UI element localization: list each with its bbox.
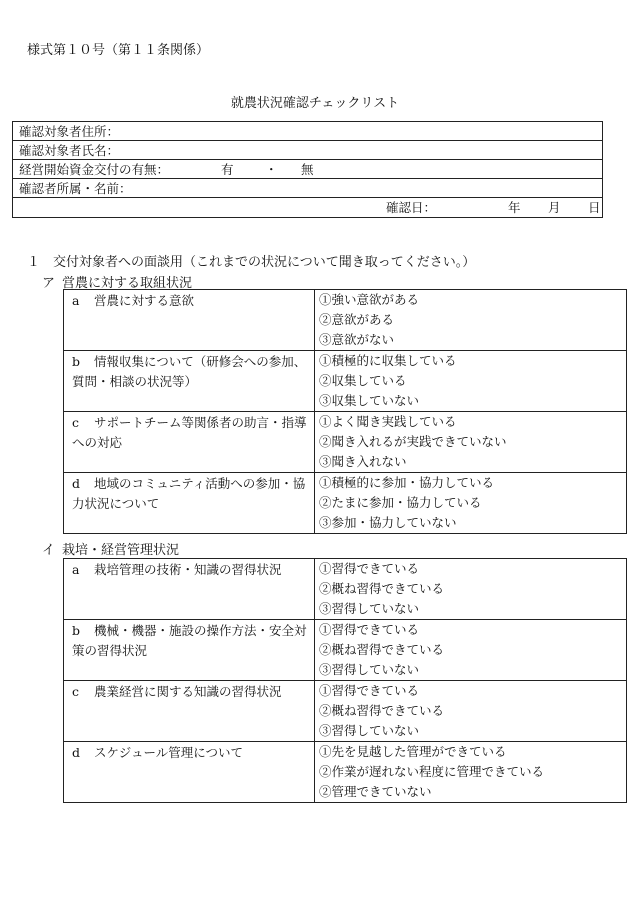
option[interactable]: ①積極的に収集している — [319, 353, 457, 368]
affiliation-label: 確認者所属・名前： — [19, 181, 132, 196]
option[interactable]: ③習得していない — [319, 723, 420, 738]
date-month: 月 — [548, 200, 561, 215]
fund-label: 経営開始資金交付の有無： — [19, 162, 170, 177]
affiliation-row — [13, 179, 602, 198]
confirmation-info-box — [12, 121, 603, 218]
item-text: 営農に対する意欲 — [94, 293, 195, 308]
options-cell — [315, 290, 627, 351]
item-cell — [64, 681, 315, 742]
subsection-a-title: 営農に対する取組状況 — [62, 276, 193, 291]
item-text: サポートチーム等関係者の助言・指導への対応 — [72, 415, 307, 450]
option[interactable]: ③習得していない — [319, 601, 420, 616]
table-row — [64, 681, 627, 742]
name-label: 確認対象者氏名： — [19, 143, 120, 158]
option[interactable]: ①よく聞き実践している — [319, 414, 457, 429]
item-text: スケジュール管理について — [94, 745, 244, 760]
item-cell — [64, 742, 315, 803]
checklist-table-a — [63, 289, 627, 534]
address-row — [13, 122, 602, 141]
option[interactable]: ①強い意欲がある — [319, 292, 420, 307]
option[interactable]: ②たまに参加・協力している — [319, 495, 482, 510]
item-letter: b — [72, 354, 81, 369]
table-row — [64, 473, 627, 534]
option[interactable]: ①習得できている — [319, 622, 420, 637]
section-1-heading: １ 交付対象者への面談用（これまでの状況について聞き取ってください。） — [27, 255, 476, 270]
table-row — [64, 290, 627, 351]
table-row — [64, 742, 627, 803]
item-cell — [64, 351, 315, 412]
date-label: 確認日： — [386, 200, 437, 215]
subsection-b-kana: イ — [42, 543, 56, 558]
date-year: 年 — [508, 200, 521, 215]
table-row — [64, 351, 627, 412]
fund-separator: ・ — [265, 162, 278, 177]
option[interactable]: ②作業が遅れない程度に管理できている — [319, 764, 545, 779]
item-letter: c — [72, 684, 80, 699]
option[interactable]: ③参加・協力していない — [319, 515, 457, 530]
item-cell — [64, 290, 315, 351]
fund-no-option[interactable]: 無 — [301, 162, 314, 177]
name-row — [13, 141, 602, 160]
page-title: 就農状況確認チェックリスト — [230, 96, 400, 111]
item-letter: a — [72, 562, 80, 577]
option[interactable]: ②概ね習得できている — [319, 642, 445, 657]
date-row — [13, 198, 602, 217]
option[interactable]: ③収集していない — [319, 393, 420, 408]
options-cell — [315, 559, 627, 620]
checklist-table-b — [63, 558, 627, 803]
option[interactable]: ②概ね習得できている — [319, 703, 445, 718]
option[interactable]: ①先を見越した管理ができている — [319, 744, 507, 759]
table-row — [64, 559, 627, 620]
item-cell — [64, 473, 315, 534]
item-letter: b — [72, 623, 81, 638]
options-cell — [315, 473, 627, 534]
fund-row — [13, 160, 602, 179]
options-cell — [315, 681, 627, 742]
option[interactable]: ③聞き入れない — [319, 454, 407, 469]
option[interactable]: ①積極的に参加・協力している — [319, 475, 495, 490]
item-letter: d — [72, 745, 81, 760]
item-text: 機械・機器・施設の操作方法・安全対策の習得状況 — [72, 623, 307, 658]
item-cell — [64, 559, 315, 620]
subsection-b-title: 栽培・経営管理状況 — [62, 543, 180, 558]
option[interactable]: ①習得できている — [319, 683, 420, 698]
form-number: 様式第１０号（第１１条関係） — [27, 43, 210, 58]
option[interactable]: ③意欲がない — [319, 332, 395, 347]
option[interactable]: ②管理できていない — [319, 784, 432, 799]
options-cell — [315, 742, 627, 803]
table-row — [64, 620, 627, 681]
fund-yes-option[interactable]: 有 — [221, 162, 234, 177]
subsection-b-heading — [42, 539, 179, 558]
options-cell — [315, 412, 627, 473]
date-day: 日 — [588, 200, 601, 215]
item-text: 地域のコミュニティ活動への参加・協力状況について — [72, 476, 306, 511]
item-text: 農業経営に関する知識の習得状況 — [94, 684, 282, 699]
item-letter: a — [72, 293, 80, 308]
option[interactable]: ②概ね習得できている — [319, 581, 445, 596]
table-row — [64, 412, 627, 473]
item-letter: d — [72, 476, 81, 491]
option[interactable]: ②意欲がある — [319, 312, 395, 327]
option[interactable]: ②収集している — [319, 373, 407, 388]
options-cell — [315, 620, 627, 681]
item-cell — [64, 412, 315, 473]
item-text: 情報収集について（研修会への参加、質問・相談の状況等） — [72, 354, 307, 389]
item-cell — [64, 620, 315, 681]
subsection-a-kana: ア — [42, 276, 56, 291]
option[interactable]: ①習得できている — [319, 561, 420, 576]
option[interactable]: ②聞き入れるが実践できていない — [319, 434, 507, 449]
option[interactable]: ③習得していない — [319, 662, 420, 677]
item-letter: c — [72, 415, 80, 430]
options-cell — [315, 351, 627, 412]
item-text: 栽培管理の技術・知識の習得状況 — [94, 562, 282, 577]
address-label: 確認対象者住所： — [19, 124, 120, 139]
